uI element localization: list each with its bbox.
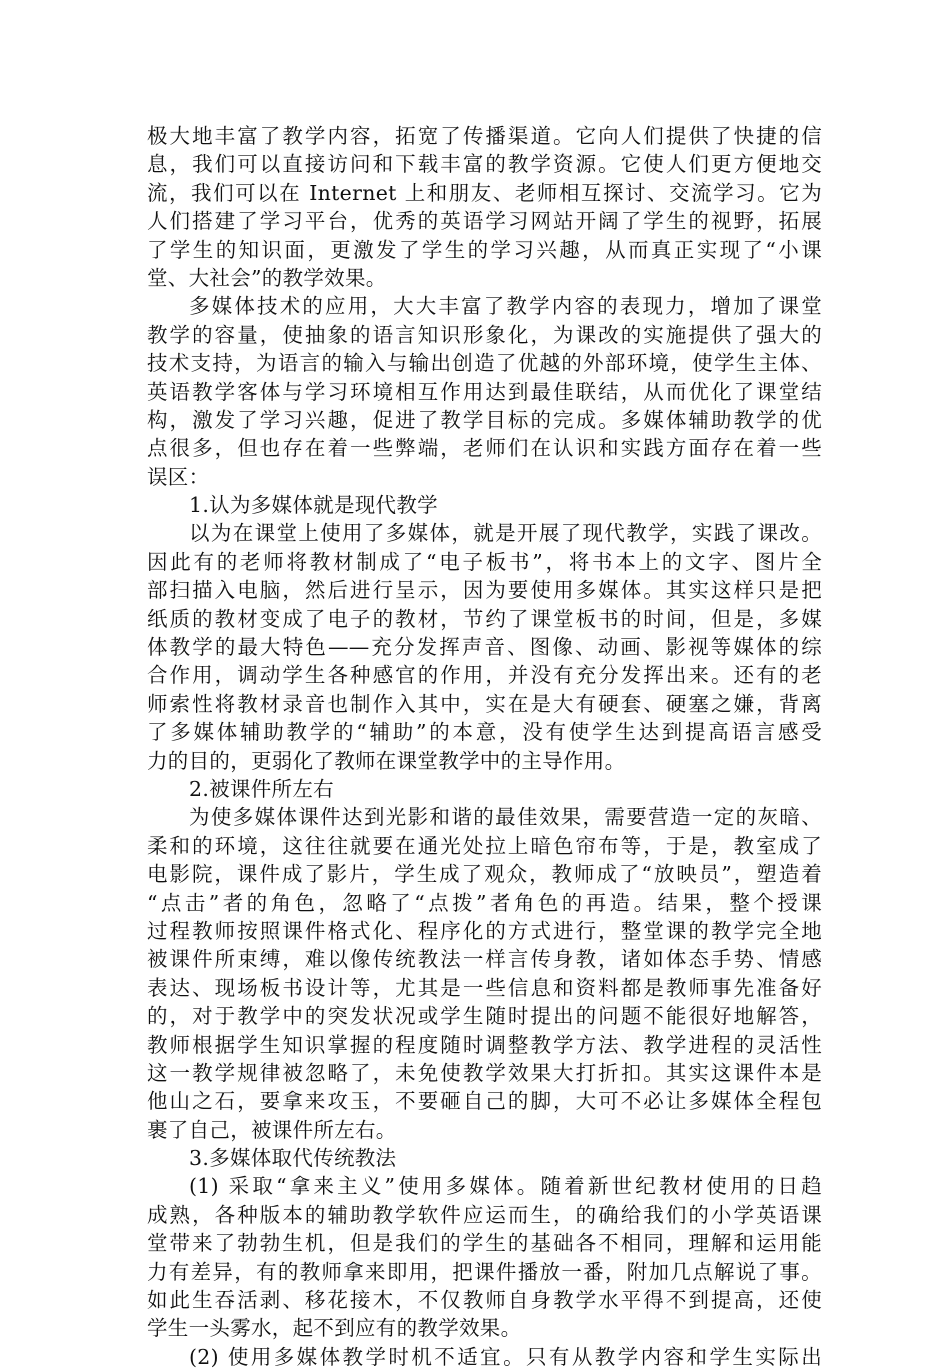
paragraph-line: 部扫描入电脑，然后进行呈示，因为要使用多媒体。其实这样只是把 [147, 578, 822, 603]
paragraph-line: 教师根据学生知识掌握的程度随时调整教学方法、教学进程的灵活性 [147, 1032, 822, 1057]
paragraph-line: 如此生吞活剥、移花接木，不仅教师自身教学水平得不到提高，还使 [147, 1288, 822, 1313]
paragraph-line: 裹了自己，被课件所左右。 [147, 1117, 397, 1142]
paragraph-line: 堂、大社会”的教学效果。 [147, 265, 387, 290]
heading-text: 2.被课件所左右 [189, 776, 334, 801]
paragraph-line: 柔和的环境，这往往就要在通光处拉上暗色帘布等，于是，教室成了 [147, 833, 822, 858]
paragraph-line: 了多媒体辅助教学的“辅助”的本意，没有使学生达到提高语言感受 [147, 720, 822, 745]
paragraph-line: 了学生的知识面，更激发了学生的学习兴趣，从而真正实现了“小课 [147, 237, 822, 262]
body-paragraph [147, 803, 822, 1144]
paragraph-line: 因此有的老师将教材制成了“电子板书”，将书本上的文字、图片全 [147, 549, 822, 574]
paragraph-line: 纸质的教材变成了电子的教材，节约了课堂板书的时间，但是，多媒 [147, 606, 822, 631]
paragraph-line: 的，对于教学中的突发状况或学生随时提出的问题不能很好地解答， [147, 1004, 822, 1029]
paragraph-line: 合作用，调动学生各种感官的作用，并没有充分发挥出来。还有的老 [147, 663, 822, 688]
section-heading [147, 775, 822, 803]
paragraph-line: 过程教师按照课件格式化、程序化的方式进行，整堂课的教学完全地 [147, 918, 822, 943]
paragraph-line: 英语教学客体与学习环境相互作用达到最佳联结，从而优化了课堂结 [147, 379, 822, 404]
paragraph-line: 流，我们可以在 Internet 上和朋友、老师相互探讨、交流学习。它为 [147, 180, 822, 205]
paragraph-line: 人们搭建了学习平台，优秀的英语学习网站开阔了学生的视野，拓展 [147, 209, 822, 234]
body-paragraph [147, 292, 822, 491]
paragraph-line: 力的目的，更弱化了教师在课堂教学中的主导作用。 [147, 748, 626, 773]
paragraph-line: 技术支持，为语言的输入与输出创造了优越的外部环境，使学生主体、 [147, 351, 822, 376]
paragraph-line: 电影院，课件成了影片，学生成了观众，教师成了“放映员”，塑造着 [147, 862, 822, 887]
paragraph-line: 构，激发了学习兴趣，促进了教学目标的完成。多媒体辅助教学的优 [147, 407, 822, 432]
paragraph-line: 极大地丰富了教学内容，拓宽了传播渠道。它向人们提供了快捷的信 [147, 124, 822, 148]
paragraph-line: 教学的容量，使抽象的语言知识形象化，为课改的实施提供了强大的 [147, 322, 822, 347]
paragraph-line: 息，我们可以直接访问和下载丰富的教学资源。它使人们更方便地交 [147, 152, 822, 177]
paragraph-line: (1) 采取“拿来主义”使用多媒体。随着新世纪教材使用的日趋 [189, 1174, 822, 1199]
paragraph-line: “点击”者的角色，忽略了“点拨”者角色的再造。结果，整个授课 [147, 890, 822, 915]
paragraph-line: 堂带来了勃勃生机，但是我们的学生的基础各不相同，理解和运用能 [147, 1231, 822, 1256]
paragraph-line: 为使多媒体课件达到光影和谐的最佳效果，需要营造一定的灰暗、 [189, 805, 822, 830]
paragraph-line: 误区： [147, 464, 210, 489]
paragraph-line: 他山之石，要拿来攻玉，不要砸自己的脚，大可不必让多媒体全程包 [147, 1089, 822, 1114]
paragraph-line: 点很多，但也存在着一些弊端，老师们在认识和实践方面存在着一些 [147, 436, 822, 461]
heading-text: 3.多媒体取代传统教法 [189, 1146, 397, 1171]
body-paragraph [147, 519, 822, 775]
paragraph-line: 力有差异，有的教师拿来即用，把课件播放一番，附加几点解说了事。 [147, 1259, 822, 1284]
document-body [147, 122, 822, 1371]
paragraph-line: 这一教学规律被忽略了，未免使教学效果大打折扣。其实这课件本是 [147, 1060, 822, 1085]
paragraph-line: 师索性将教材录音也制作入其中，实在是大有硬套、硬塞之嫌，背离 [147, 691, 822, 716]
paragraph-line: 以为在课堂上使用了多媒体，就是开展了现代教学，实践了课改。 [189, 521, 822, 546]
paragraph-line: 体教学的最大特色——充分发挥声音、图像、动画、影视等媒体的综 [147, 635, 822, 660]
section-heading [147, 1144, 822, 1172]
paragraph-line: 表达、现场板书设计等，尤其是一些信息和资料都是教师事先准备好 [147, 975, 822, 1000]
body-paragraph [147, 122, 822, 292]
paragraph-line: 成熟，各种版本的辅助教学软件应运而生，的确给我们的小学英语课 [147, 1202, 822, 1227]
paragraph-line: 学生一头雾水，起不到应有的教学效果。 [147, 1316, 522, 1341]
body-paragraph [147, 1343, 822, 1371]
paragraph-line: 多媒体技术的应用，大大丰富了教学内容的表现力，增加了课堂 [189, 294, 822, 319]
paragraph-line: (2) 使用多媒体教学时机不适宜。只有从教学内容和学生实际出 [189, 1344, 822, 1369]
body-paragraph [147, 1172, 822, 1342]
paragraph-line: 被课件所束缚，难以像传统教法一样言传身教，诸如体态手势、情感 [147, 947, 822, 972]
section-heading [147, 491, 822, 519]
heading-text: 1.认为多媒体就是现代教学 [189, 493, 438, 518]
